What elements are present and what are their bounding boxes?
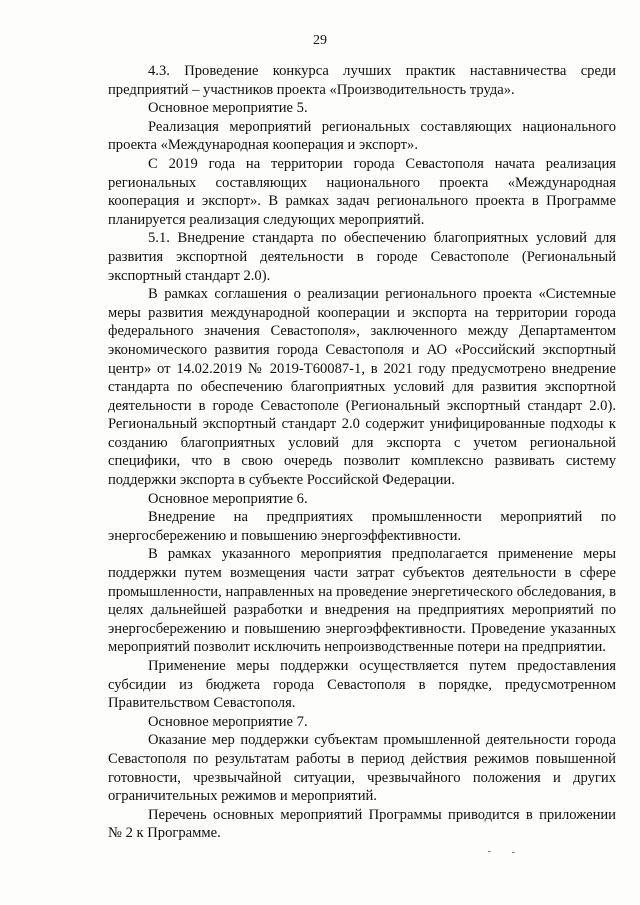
heading-main-activity-5: Основное мероприятие 5. bbox=[148, 100, 308, 117]
paragraph-activity-6-details: В рамках указанного мероприятия предполагается применение меры поддержки путем возмещения части затрат субъектов деятельности в сфере промышленности, направленных на проведение энергетического обследования, в целях дальнейшей разработки и внедрения на предприятиях мероприятий по энергосбережению и повышению энергоэффективности. Проведение указанных мероприятий позволит исключить непроизводственные потери на предприятии. bbox=[108, 546, 616, 656]
paragraph-4-3: 4.3. Проведение конкурса лучших практик наставничества среди предприятий – участников проекта «Производительность труда». bbox=[108, 63, 616, 98]
paragraph-activity-5-title: Реализация мероприятий региональных составляющих национального проекта «Международная кооперация и экспорт». bbox=[108, 118, 616, 154]
scan-speck bbox=[488, 851, 491, 852]
heading-main-activity-7: Основное мероприятие 7. bbox=[148, 713, 308, 730]
paragraph-5-1: 5.1. Внедрение стандарта по обеспечению благоприятных условий для развития экспортной деятельности в городе Севастополе (Региональный экспортный стандарт 2.0). bbox=[108, 230, 616, 284]
paragraph-activity-5-intro: С 2019 года на территории города Севастополя начата реализация региональных составляющих национального проекта «Международная кооперация и экспорт». В рамках задач регионального проекта в Программе планируется реализация следующих мероприятий. bbox=[108, 155, 616, 228]
paragraph-activity-6-title: Внедрение на предприятиях промышленности мероприятий по энергосбережению и повышению энергоэффективности. bbox=[108, 509, 616, 544]
paragraph-appendix-reference: Перечень основных мероприятий Программы приводится в приложении № 2 к Программе. bbox=[108, 806, 616, 842]
page-number: 29 bbox=[313, 33, 327, 48]
document-body bbox=[108, 62, 616, 843]
scan-speck bbox=[512, 852, 515, 853]
paragraph-activity-7-title: Оказание мер поддержки субъектам промышленной деятельности города Севастополя по результатам работы в период действия режимов повышенной готовности, чрезвычайной ситуации, чрезвычайного положения и других ограничительных режимов и мероприятий. bbox=[108, 732, 616, 805]
paragraph-agreement: В рамках соглашения о реализации регионального проекта «Системные меры развития международной кооперации и экспорта на территории города федерального значения Севастополя», заключенного между Департаментом экономического развития города Севастополя и АО «Российский экспортный центр» от 14.02.2019 № 2019-Т60087-1, в 2021 году предусмотрено внедрение стандарта по обеспечению благоприятных условий для развития экспортной деятельности в городе Севастополе (Региональный экспортный стандарт 2.0). Региональный экспортный стандарт 2.0 содержит унифицированные подходы к созданию благоприятных условий для экспорта с учетом региональной специфики, что в свою очередь позволит комплексно развивать систему поддержки экспорта в субъекте Российской Федерации. bbox=[108, 286, 616, 489]
paragraph-subsidy: Применение меры поддержки осуществляется путем предоставления субсидии из бюджета города Севастополя в порядке, предусмотренном Правительством Севастополя. bbox=[108, 658, 616, 712]
heading-main-activity-6: Основное мероприятие 6. bbox=[148, 490, 308, 507]
